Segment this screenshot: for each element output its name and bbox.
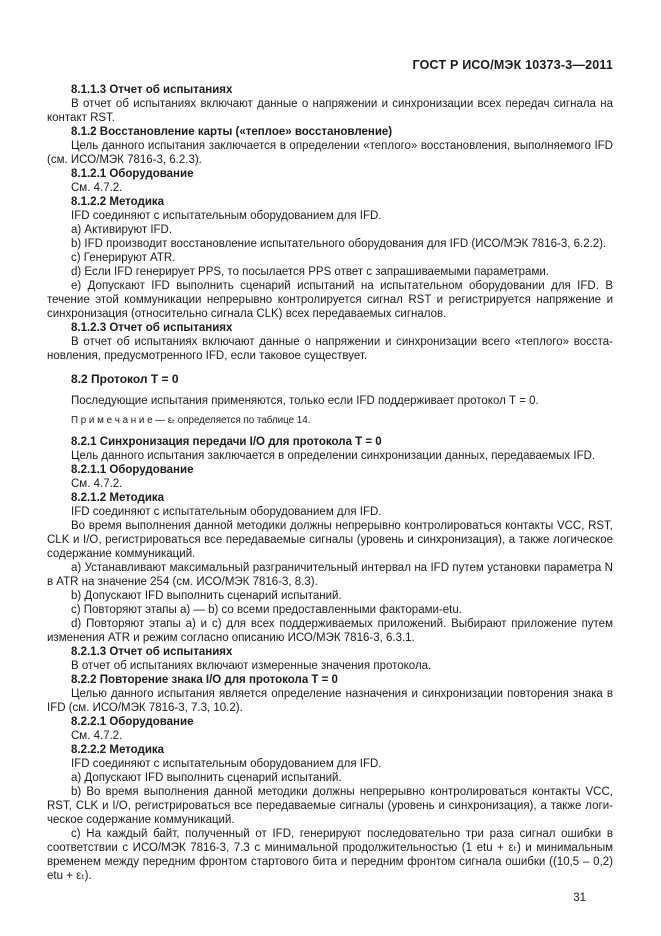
paragraph: d) Повторяют этапы a) и c) для всех поддерживаемых приложений. Выбирают приложение путем изменения ATR и режим согласно описанию ИСО/МЭК 7816-3, 6.3.1. bbox=[47, 618, 613, 644]
paragraph: c) На каждый байт, полученный от IFD, генерируют последовательно три раза сигнал ошибки в соответствии с ИСО/МЭК 7816-3, 7.3 с минимальной продолжительностью (1 etu + εₜ) и минимальным временем между передним фронтом стартового бита и передним фронтом сигнала ошибки ((10,5 – 0,2) etu + εₜ). bbox=[47, 828, 613, 882]
document-body bbox=[47, 83, 613, 883]
paragraph: См. 4.7.2. bbox=[71, 730, 123, 742]
paragraph: 8.2.2.2 Методика bbox=[71, 744, 165, 756]
paragraph: b) IFD производит восстановление испытательного оборудования для IFD (ИСО/МЭК 7816-3, 6.2.2). bbox=[71, 238, 607, 250]
paragraph: См. 4.7.2. bbox=[71, 478, 123, 490]
paragraph: 8.2 Протокол Т = 0 bbox=[71, 372, 179, 386]
paragraph: Цель данного испытания заключается в определении синхронизации данных, передаваемых IFD. bbox=[71, 450, 596, 462]
paragraph: Последующие испытания применяются, только если IFD поддерживает протокол Т = 0. bbox=[71, 395, 539, 407]
paragraph: b) Допускают IFD выполнить сценарий испытаний. bbox=[71, 590, 342, 602]
paragraph: Цель данного испытания заключается в определении «теплого» восстановления, выполняемого IFD (см. ИСО/МЭК 7816-3, 6.2.3). bbox=[47, 140, 613, 166]
paragraph: В отчет об испытаниях включают измеренные значения протокола. bbox=[71, 660, 432, 672]
paragraph: 8.2.2.1 Оборудование bbox=[71, 716, 194, 728]
paragraph: 8.1.2 Восстановление карты («теплое» восстановление) bbox=[71, 126, 393, 138]
paragraph: IFD соединяют с испытательным оборудованием для IFD. bbox=[71, 210, 382, 222]
paragraph: a) Допускают IFD выполнить сценарий испытаний. bbox=[71, 772, 342, 784]
paragraph: 8.2.1.2 Методика bbox=[71, 492, 165, 504]
paragraph: b) Во время выполнения данной методики должны непрерывно контролироваться контакты VCC, RST, CLK и I/O, регистрироваться все передаваемые сигналы (уровень и синхронизация), а также логическое содержание коммуникаций. bbox=[47, 786, 613, 826]
paragraph: e) Допускают IFD выполнить сценарий испытаний на испытательном оборудовании для IFD. В течение этой коммуникации непрерывно контролируется сигнал RST и регистрируется напряжение и синхронизация (относительно сигнала CLK) всех передаваемых сигналов. bbox=[47, 280, 613, 320]
paragraph: Во время выполнения данной методики должны непрерывно контролироваться контакты VCC, RST, CLK и I/O, регистрироваться все передаваемые сигналы (уровень и синхронизация), а также логическое содержание коммуникаций. bbox=[47, 520, 613, 560]
paragraph: В отчет об испытаниях включают данные о напряжении и синхронизации всех передач сигнала на контакт RST. bbox=[47, 98, 613, 124]
paragraph: c) Генерируют ATR. bbox=[71, 252, 176, 264]
paragraph: d) Если IFD генерирует PPS, то посылается PPS ответ с запрашиваемыми параметрами. bbox=[71, 266, 549, 278]
paragraph: a) Устанавливают максимальный разграничительный интервал на IFD путем установки параметра N в ATR на значение 254 (см. ИСО/МЭК 7816-3, 8.3). bbox=[47, 562, 613, 588]
paragraph: 8.2.1.1 Оборудование bbox=[71, 464, 194, 476]
paragraph: Целью данного испытания является определение назначения и синхронизации повторения знака в IFD (см. ИСО/МЭК 7816-3, 7.3, 10.2). bbox=[47, 688, 613, 714]
paragraph: П р и м е ч а н и е — εₜ определяется по таблице 14. bbox=[71, 415, 311, 426]
paragraph: 8.2.1 Синхронизация передачи I/O для протокола Т = 0 bbox=[71, 436, 382, 448]
paragraph: 8.2.1.3 Отчет об испытаниях bbox=[71, 646, 233, 658]
paragraph: 8.2.2 Повторение знака I/O для протокола Т = 0 bbox=[71, 674, 338, 686]
paragraph: См. 4.7.2. bbox=[71, 182, 123, 194]
paragraph: В отчет об испытаниях включают данные о напряжении и синхронизации всего «теплого» восстановления, предусмотренного IFD, если таковое существует. bbox=[47, 336, 613, 362]
paragraph: 8.1.2.2 Методика bbox=[71, 196, 165, 208]
paragraph: IFD соединяют с испытательным оборудованием для IFD. bbox=[71, 758, 382, 770]
paragraph: c) Повторяют этапы a) — b) со всеми предоставленными факторами-etu. bbox=[71, 604, 462, 616]
paragraph: 8.1.2.1 Оборудование bbox=[71, 168, 194, 180]
paragraph: 8.1.1.3 Отчет об испытаниях bbox=[71, 84, 233, 96]
paragraph: a) Активируют IFD. bbox=[71, 224, 173, 236]
running-header: ГОСТ Р ИСО/МЭК 10373-3—2011 bbox=[412, 58, 613, 72]
page-number: 31 bbox=[573, 892, 586, 904]
paragraph: IFD соединяют с испытательным оборудованием для IFD. bbox=[71, 506, 382, 518]
paragraph: 8.1.2.3 Отчет об испытаниях bbox=[71, 322, 233, 334]
